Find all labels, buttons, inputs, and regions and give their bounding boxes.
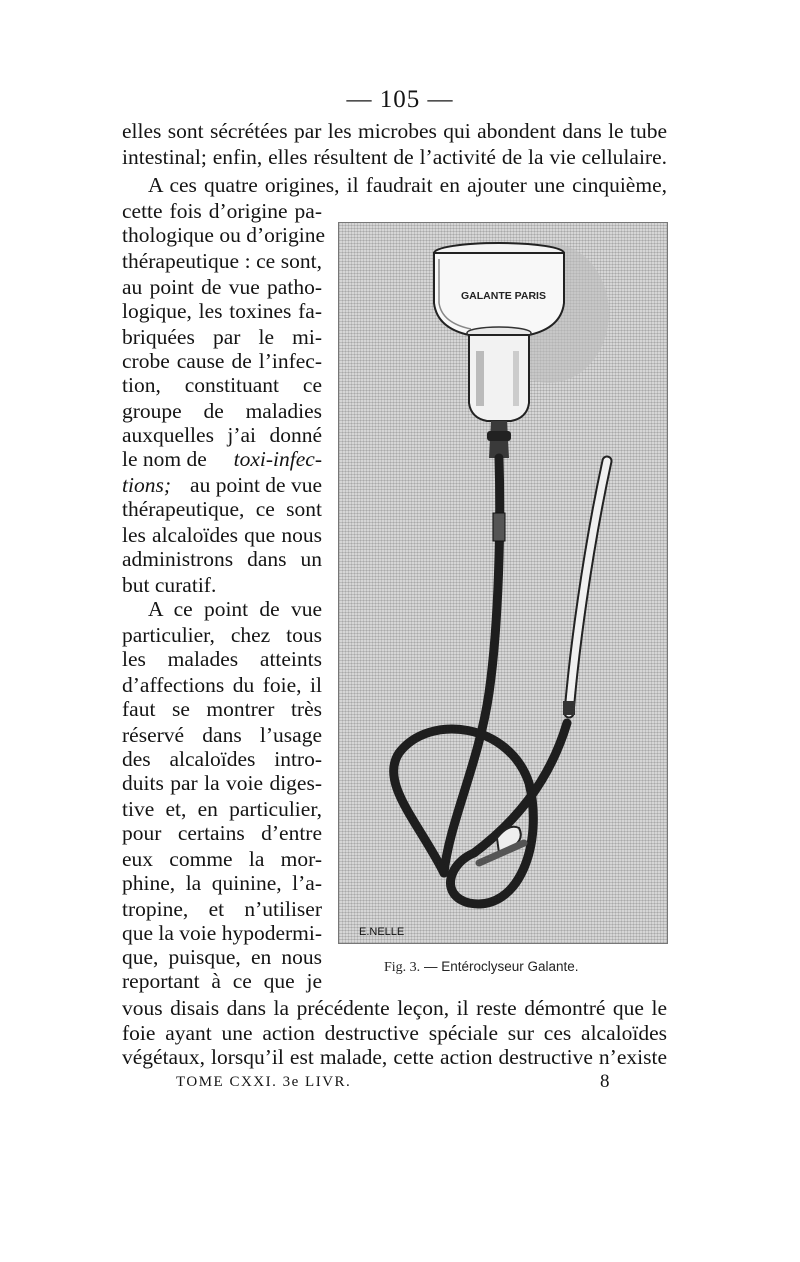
text-line: reportant à ce que je — [122, 969, 322, 993]
text-line: que, puisque, en nous — [122, 945, 322, 969]
text-line: tive et, en particulier, — [122, 797, 322, 821]
enteroclyseur-illustration — [338, 222, 668, 944]
text-line: eux comme la mor- — [122, 847, 322, 871]
text-line: faut se montrer très — [122, 697, 322, 721]
text-line: au point de vue patho- — [122, 275, 322, 299]
text-line — [122, 446, 322, 472]
text-line: les alcaloïdes que nous — [122, 523, 322, 547]
text-line: but curatif. — [122, 573, 217, 597]
text-line: les malades atteints — [122, 647, 322, 671]
engraver-signature: E.NELLE — [359, 926, 405, 938]
text-span: au point de vue — [190, 473, 322, 497]
italic-term: toxi-infec- — [233, 447, 322, 471]
text-line: intestinal; enfin, elles résultent de l’activité de la vie cellulaire. — [122, 145, 667, 169]
text-line: d’affections du foie, il — [122, 673, 322, 697]
text-line: des alcaloïdes intro- — [122, 747, 322, 771]
text-line: thérapeutique, ce sont — [122, 497, 322, 521]
text-line: duits par la voie diges- — [122, 771, 322, 795]
text-line: logique, les toxines fa- — [122, 299, 322, 323]
text-line: tropine, et n’utiliser — [122, 897, 322, 921]
text-line: administrons dans un — [122, 547, 322, 571]
figure-caption-text: — Entéroclyseur Galante. — [423, 959, 579, 974]
text-line: auxquelles j’ai donné — [122, 423, 322, 447]
text-line: elles sont sécrétées par les microbes qui abondent dans le tube — [122, 119, 667, 143]
text-line: cette fois d’origine pa- — [122, 199, 322, 223]
text-line: vous disais dans la précédente leçon, il reste démontré que le — [122, 996, 667, 1020]
text-line — [122, 472, 322, 498]
text-line: phine, la quinine, l’a- — [122, 871, 322, 895]
text-line: que la voie hypodermi- — [122, 921, 323, 945]
text-line: thologique ou d’origine — [122, 223, 326, 247]
text-line: crobe cause de l’infec- — [122, 349, 322, 373]
text-line: pour certains d’entre — [122, 821, 322, 845]
text-span: le nom de — [122, 447, 207, 471]
text-line: A ces quatre origines, il faudrait en ajouter une cinquième, — [148, 173, 667, 197]
funnel-label: GALANTE PARIS — [461, 290, 546, 302]
text-line: thérapeutique : ce sont, — [122, 249, 322, 273]
text-line: végétaux, lorsqu’il est malade, cette action destructive n’existe — [122, 1045, 667, 1069]
text-line: groupe de maladies — [122, 399, 322, 423]
figure-label: Fig. 3. — [384, 960, 421, 975]
text-line: foie ayant une action destructive spéciale sur ces alcaloïdes — [122, 1021, 667, 1045]
illustration-drawing — [339, 223, 668, 944]
figure-caption — [384, 959, 674, 976]
text-line: briquées par le mi- — [122, 325, 322, 349]
page-number: — 105 — — [346, 86, 454, 113]
sheet-number: 8 — [600, 1071, 610, 1092]
italic-term: tions; — [122, 473, 171, 497]
text-line: particulier, chez tous — [122, 623, 322, 647]
text-line: tion, constituant ce — [122, 373, 322, 397]
text-line: réservé dans l’usage — [122, 723, 322, 747]
signature-mark: TOME CXXI. 3e LIVR. — [176, 1074, 352, 1090]
text-line: A ce point de vue — [148, 597, 322, 621]
